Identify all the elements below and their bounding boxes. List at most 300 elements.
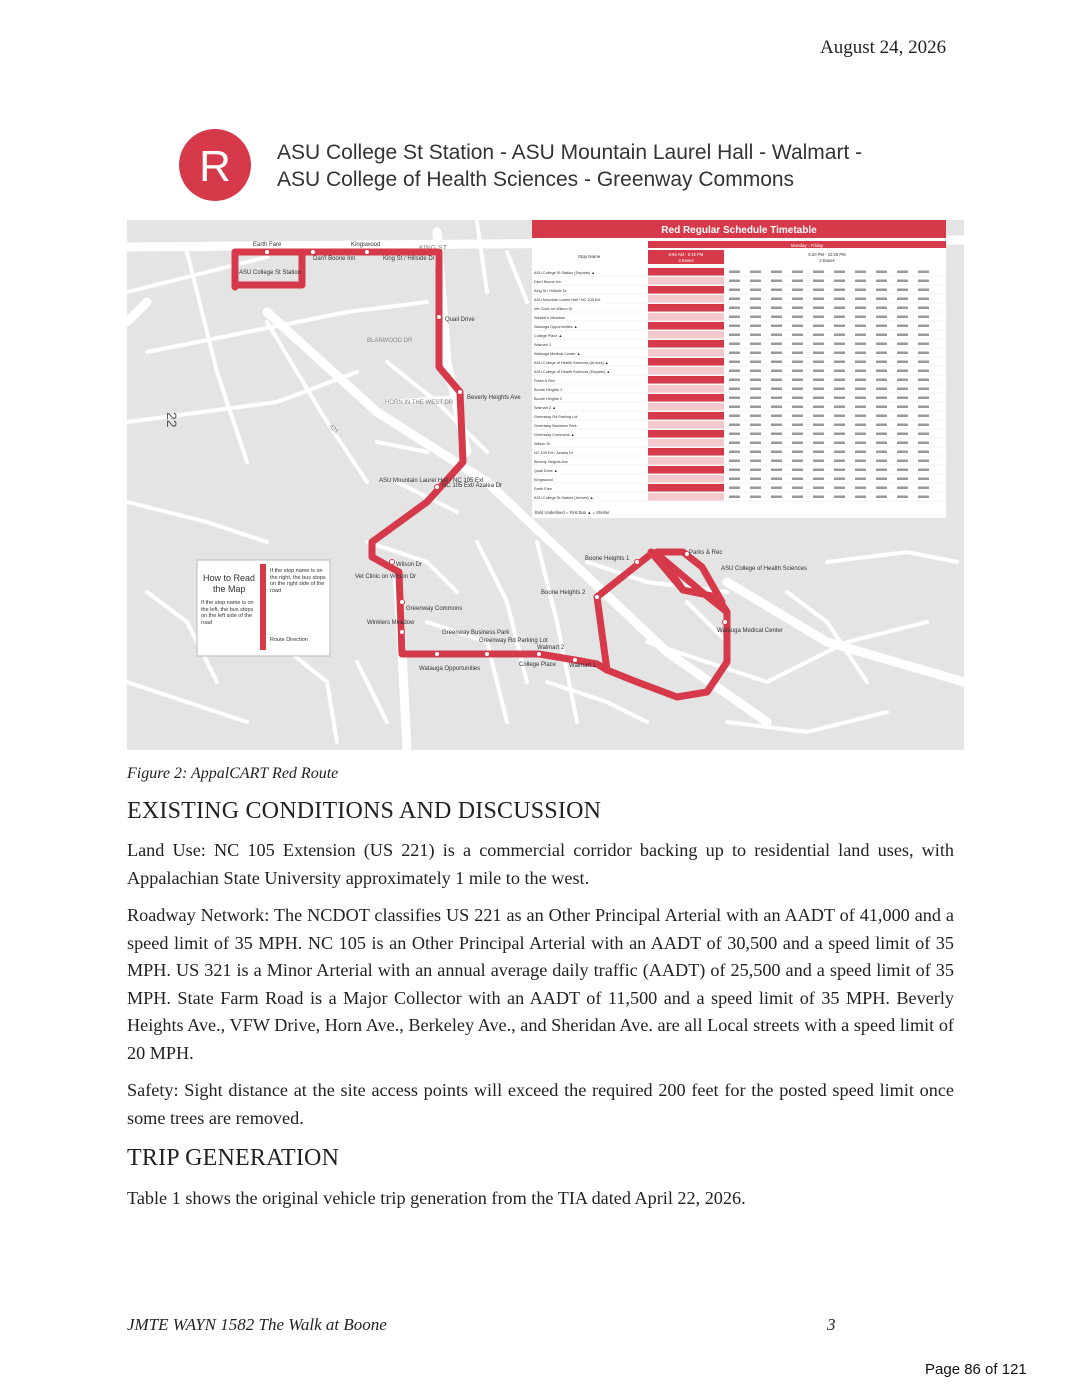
timetable-time-cell	[750, 442, 761, 445]
map-label-beverly-heights: Beverly Heights Ave	[467, 395, 521, 401]
timetable-stop-name: Watauga Opportunities ▲	[534, 325, 578, 329]
timetable-period1-cell	[648, 493, 724, 501]
timetable-time-cell	[750, 271, 761, 274]
timetable-time-cell	[813, 424, 824, 427]
timetable-time-cell	[792, 352, 803, 355]
timetable-time-cell	[834, 361, 845, 364]
timetable-time-cell	[918, 352, 929, 355]
timetable-time-cell	[771, 397, 782, 400]
timetable-stop-name: King St / Hillside Dr	[534, 289, 567, 293]
timetable-time-cell	[750, 424, 761, 427]
route-title-line1: ASU College St Station - ASU Mountain Laurel Hall - Walmart -	[277, 141, 863, 164]
timetable-time-cell	[792, 496, 803, 499]
route-map	[127, 220, 964, 750]
map-label-boone-heights2: Boone Heights 2	[541, 590, 586, 596]
timetable-time-cell	[750, 361, 761, 364]
timetable-time-cell	[771, 406, 782, 409]
timetable-time-cell	[792, 388, 803, 391]
timetable-time-cell	[855, 289, 866, 292]
timetable-time-cell	[855, 424, 866, 427]
timetable-time-cell	[792, 271, 803, 274]
timetable-time-cell	[792, 460, 803, 463]
timetable-period1-cell	[648, 268, 724, 276]
timetable-time-cell	[897, 478, 908, 481]
timetable-time-cell	[813, 289, 824, 292]
timetable-period1-cell	[648, 313, 724, 321]
timetable-time-cell	[897, 424, 908, 427]
timetable-time-cell	[792, 433, 803, 436]
timetable-time-cell	[729, 325, 740, 328]
timetable-period1-cell	[648, 457, 724, 465]
timetable-period1-cell	[648, 484, 724, 492]
timetable-time-cell	[792, 451, 803, 454]
timetable-time-cell	[813, 316, 824, 319]
timetable-time-cell	[729, 415, 740, 418]
timetable-time-cell	[813, 478, 824, 481]
timetable-time-cell	[834, 388, 845, 391]
timetable-time-cell	[855, 298, 866, 301]
timetable-time-cell	[834, 469, 845, 472]
timetable-time-cell	[834, 343, 845, 346]
timetable-time-cell	[729, 478, 740, 481]
document-date: August 24, 2026	[820, 37, 947, 58]
timetable-time-cell	[918, 442, 929, 445]
timetable-time-cell	[876, 298, 887, 301]
timetable-time-cell	[855, 496, 866, 499]
timetable-period1-cell	[648, 466, 724, 474]
timetable-time-cell	[771, 469, 782, 472]
timetable-time-cell	[897, 388, 908, 391]
timetable-time-cell	[834, 379, 845, 382]
stop-name-header: Stop Name	[577, 254, 601, 259]
timetable-time-cell	[918, 397, 929, 400]
timetable-time-cell	[876, 442, 887, 445]
timetable-stop-name: Vet Clinic on Wilson Dr	[534, 307, 573, 311]
map-label-greenway-commons: Greenway Commons	[406, 606, 463, 612]
timetable-period1-cell	[648, 331, 724, 339]
timetable-period1-cell	[648, 394, 724, 402]
trip-generation-paragraph: Table 1 shows the original vehicle trip generation from the TIA dated April 22, 2026.	[127, 1188, 746, 1208]
timetable-period1-cell	[648, 448, 724, 456]
timetable-time-cell	[897, 460, 908, 463]
timetable-time-cell	[750, 415, 761, 418]
legend-right-text: If the stop name is on the right, the bus stops on the right side of the road	[270, 568, 326, 594]
timetable-title: Red Regular Schedule Timetable	[661, 225, 817, 236]
timetable-time-cell	[813, 298, 824, 301]
map-label-wilson-dr: Wilson Dr	[396, 562, 423, 568]
route-title-line2: ASU College of Health Sciences - Greenway Commons	[277, 168, 795, 191]
timetable-time-cell	[771, 298, 782, 301]
map-label-watauga-opportunities: Watauga Opportunities	[419, 666, 481, 672]
timetable-time-cell	[897, 352, 908, 355]
timetable-time-cell	[729, 388, 740, 391]
map-label-walmart1: Walmart 1	[569, 663, 597, 669]
timetable-period1-cell	[648, 358, 724, 366]
timetable-time-cell	[918, 415, 929, 418]
timetable-days: Monday - Friday	[790, 243, 824, 248]
timetable-time-cell	[897, 442, 908, 445]
timetable-time-cell	[729, 442, 740, 445]
road-label-22: 22	[164, 412, 180, 428]
timetable-period1-cell	[648, 322, 724, 330]
road-label-blanwood: BLANWOOD DR	[367, 338, 413, 344]
timetable-time-cell	[918, 451, 929, 454]
timetable-time-cell	[876, 316, 887, 319]
timetable-time-cell	[792, 478, 803, 481]
timetable-time-cell	[918, 280, 929, 283]
timetable-time-cell	[834, 415, 845, 418]
period2-label: 6:20 PM - 10:25 PM	[808, 252, 846, 257]
timetable-time-cell	[750, 460, 761, 463]
timetable-time-cell	[834, 370, 845, 373]
timetable-time-cell	[855, 370, 866, 373]
period1-buses: 3 Buses	[678, 258, 694, 263]
timetable-time-cell	[897, 433, 908, 436]
timetable-time-cell	[855, 388, 866, 391]
timetable-time-cell	[855, 352, 866, 355]
timetable-time-cell	[771, 388, 782, 391]
timetable-time-cell	[813, 388, 824, 391]
timetable-time-cell	[855, 325, 866, 328]
timetable-stop-name: Beverly Heights Ave	[534, 460, 568, 464]
timetable-time-cell	[834, 298, 845, 301]
timetable-time-cell	[813, 487, 824, 490]
timetable-period1-cell	[648, 295, 724, 303]
timetable-time-cell	[855, 379, 866, 382]
map-label-college-place: College Place	[519, 662, 557, 668]
timetable-time-cell	[834, 334, 845, 337]
map-label-vet-clinic: Vet Clinic on Wilson Dr	[355, 574, 417, 580]
timetable-time-cell	[729, 361, 740, 364]
timetable-time-cell	[771, 334, 782, 337]
timetable-time-cell	[834, 496, 845, 499]
timetable-time-cell	[897, 451, 908, 454]
timetable-time-cell	[834, 352, 845, 355]
timetable-time-cell	[750, 433, 761, 436]
timetable-stop-name: Walmart 2 ▲	[534, 406, 556, 410]
timetable-stop-name: Dan'l Boone Inn	[534, 280, 561, 284]
road-label-horn-west: HORN IN THE WEST DR	[385, 400, 454, 406]
timetable-period1-cell	[648, 277, 724, 285]
map-label-king-hillside: King St / Hillside Dr	[383, 256, 435, 262]
timetable-time-cell	[897, 343, 908, 346]
timetable-time-cell	[813, 442, 824, 445]
timetable-time-cell	[834, 316, 845, 319]
timetable-time-cell	[834, 271, 845, 274]
timetable-time-cell	[834, 487, 845, 490]
timetable-time-cell	[876, 271, 887, 274]
timetable-time-cell	[729, 334, 740, 337]
timetable-period1-cell	[648, 376, 724, 384]
timetable-time-cell	[729, 469, 740, 472]
timetable-time-cell	[876, 406, 887, 409]
timetable-time-cell	[750, 307, 761, 310]
timetable-time-cell	[876, 433, 887, 436]
timetable-time-cell	[792, 406, 803, 409]
timetable-time-cell	[918, 478, 929, 481]
timetable-stop-name: ASU College of Health Sciences (Departs) ▲	[534, 370, 611, 374]
timetable-time-cell	[750, 352, 761, 355]
timetable-time-cell	[855, 451, 866, 454]
timetable-time-cell	[729, 343, 740, 346]
timetable-time-cell	[750, 343, 761, 346]
timetable-time-cell	[750, 370, 761, 373]
timetable-time-cell	[876, 451, 887, 454]
timetable-time-cell	[813, 496, 824, 499]
timetable-period1-cell	[648, 304, 724, 312]
timetable-stop-name: Greenway Commons ▲	[534, 433, 575, 437]
period2-buses: 2 Buses	[819, 258, 835, 263]
timetable-time-cell	[771, 451, 782, 454]
timetable-time-cell	[897, 334, 908, 337]
timetable-time-cell	[834, 325, 845, 328]
timetable-time-cell	[813, 334, 824, 337]
timetable-stop-name: Greenway Business Park	[534, 424, 577, 428]
timetable-time-cell	[792, 343, 803, 346]
legend-title-line1: How to Read	[203, 573, 256, 583]
timetable-time-cell	[771, 280, 782, 283]
timetable-stop-name: Boone Heights 2	[534, 397, 563, 401]
timetable-time-cell	[834, 433, 845, 436]
timetable-time-cell	[792, 325, 803, 328]
figure-caption: Figure 2: AppalCART Red Route	[127, 765, 339, 782]
timetable-time-cell	[813, 433, 824, 436]
footer-page-number: 3	[827, 1315, 836, 1334]
timetable	[532, 220, 946, 518]
timetable-time-cell	[897, 271, 908, 274]
timetable-time-cell	[792, 415, 803, 418]
timetable-time-cell	[750, 406, 761, 409]
legend-title-line2: the Map	[213, 584, 246, 594]
timetable-time-cell	[918, 316, 929, 319]
timetable-time-cell	[918, 406, 929, 409]
timetable-time-cell	[792, 289, 803, 292]
timetable-time-cell	[813, 307, 824, 310]
timetable-time-cell	[750, 469, 761, 472]
legend-route-bar	[260, 564, 266, 650]
route-map-figure	[127, 122, 964, 750]
timetable-stop-name: Greenway Rd Parking Lot	[534, 415, 578, 419]
map-label-greenway-business: Greenway Business Park	[442, 630, 510, 636]
timetable-time-cell	[918, 388, 929, 391]
timetable-time-cell	[771, 415, 782, 418]
timetable-time-cell	[897, 487, 908, 490]
timetable-time-cell	[897, 379, 908, 382]
timetable-time-cell	[813, 361, 824, 364]
timetable-stop-name: ASU College St Station (Arrives) ▲	[534, 496, 594, 500]
timetable-time-cell	[771, 478, 782, 481]
timetable-time-cell	[897, 496, 908, 499]
timetable-time-cell	[897, 469, 908, 472]
timetable-time-cell	[771, 343, 782, 346]
timetable-time-cell	[855, 487, 866, 490]
timetable-time-cell	[771, 352, 782, 355]
timetable-time-cell	[918, 433, 929, 436]
timetable-stop-name: College Place ▲	[534, 334, 563, 338]
timetable-time-cell	[876, 361, 887, 364]
timetable-period1-cell	[648, 403, 724, 411]
timetable-time-cell	[876, 343, 887, 346]
timetable-time-cell	[813, 280, 824, 283]
timetable-time-cell	[813, 379, 824, 382]
timetable-time-cell	[729, 289, 740, 292]
timetable-time-cell	[834, 406, 845, 409]
timetable-time-cell	[834, 478, 845, 481]
timetable-time-cell	[918, 307, 929, 310]
timetable-time-cell	[855, 478, 866, 481]
map-label-earth-fare: Earth Fare	[253, 242, 282, 248]
timetable-time-cell	[876, 352, 887, 355]
timetable-time-cell	[855, 469, 866, 472]
timetable-time-cell	[729, 271, 740, 274]
timetable-stop-name: Earth Fare	[534, 487, 552, 491]
timetable-time-cell	[813, 469, 824, 472]
timetable-time-cell	[813, 415, 824, 418]
timetable-period1-cell	[648, 367, 724, 375]
map-label-kingswood: Kingswood	[351, 242, 381, 248]
timetable-time-cell	[897, 289, 908, 292]
timetable-time-cell	[771, 289, 782, 292]
timetable-time-cell	[771, 487, 782, 490]
map-label-winklers-meadow: Winklers Meadow	[367, 620, 415, 626]
timetable-time-cell	[792, 469, 803, 472]
timetable-time-cell	[918, 298, 929, 301]
legend-direction: Route Direction	[270, 637, 308, 643]
timetable-time-cell	[729, 451, 740, 454]
timetable-time-cell	[834, 397, 845, 400]
timetable-time-cell	[729, 316, 740, 319]
timetable-stop-name: Wilson Dr	[534, 442, 551, 446]
timetable-time-cell	[876, 460, 887, 463]
timetable-time-cell	[813, 271, 824, 274]
timetable-time-cell	[792, 334, 803, 337]
map-label-mountain-laurel: ASU Mountain Laurel Hall / NC 105 Ext	[379, 478, 484, 484]
timetable-time-cell	[771, 442, 782, 445]
timetable-time-cell	[729, 370, 740, 373]
timetable-time-cell	[750, 379, 761, 382]
timetable-time-cell	[855, 433, 866, 436]
timetable-time-cell	[834, 460, 845, 463]
timetable-period1-cell	[648, 340, 724, 348]
timetable-time-cell	[918, 469, 929, 472]
map-label-boone-heights1: Boone Heights 1	[585, 556, 630, 562]
timetable-time-cell	[918, 487, 929, 490]
timetable-time-cell	[792, 379, 803, 382]
timetable-time-cell	[813, 325, 824, 328]
road-label-king-st: KING ST	[419, 245, 448, 252]
timetable-period1-cell	[648, 439, 724, 447]
map-label-nc105-azalea: NC 105 Ext/ Azalea Dr	[442, 483, 503, 489]
timetable-time-cell	[771, 361, 782, 364]
timetable-stop-name: Watauga Medical Center ▲	[534, 352, 581, 356]
timetable-time-cell	[750, 334, 761, 337]
map-label-parks-rec: Parks & Rec	[689, 550, 723, 556]
timetable-time-cell	[897, 298, 908, 301]
timetable-time-cell	[918, 271, 929, 274]
timetable-time-cell	[771, 379, 782, 382]
timetable-time-cell	[855, 415, 866, 418]
legend-left-text: If the stop name is on the left, the bus stops on the left side of the road	[201, 600, 254, 626]
timetable-time-cell	[771, 424, 782, 427]
timetable-stop-name: NC 105 Ext / Azalea Dr	[534, 451, 574, 455]
timetable-time-cell	[771, 460, 782, 463]
timetable-time-cell	[729, 487, 740, 490]
timetable-stop-name: Boone Heights 1	[534, 388, 563, 392]
timetable-time-cell	[729, 496, 740, 499]
timetable-time-cell	[750, 478, 761, 481]
timetable-stop-name: Kingswood	[534, 478, 553, 482]
timetable-period1-cell	[648, 421, 724, 429]
timetable-time-cell	[876, 478, 887, 481]
timetable-time-cell	[813, 460, 824, 463]
timetable-stop-name: ASU Mountain Laurel Hall / NC 105 Ext	[534, 298, 601, 302]
timetable-time-cell	[876, 289, 887, 292]
timetable-time-cell	[897, 370, 908, 373]
timetable-period1-cell	[648, 430, 724, 438]
timetable-time-cell	[918, 334, 929, 337]
timetable-period1-cell	[648, 412, 724, 420]
safety-paragraph: Safety: Sight distance at the site access points will exceed the required 200 feet for the posted speed limit once some trees are removed.	[127, 1080, 954, 1128]
timetable-period1-cell	[648, 475, 724, 483]
timetable-time-cell	[855, 397, 866, 400]
timetable-time-cell	[897, 397, 908, 400]
timetable-time-cell	[855, 442, 866, 445]
roadway-network-paragraph: Roadway Network: The NCDOT classifies US 221 as an Other Principal Arterial with an AADT of 41,000 and a speed limit of 35 MPH. NC 105 is an Other Principal Arterial with an AADT of 30,500 and a speed limit of 35 MPH. US 321 is a Minor Arterial with an annual average daily traffic (AADT) of 25,500 and a speed limit of 35 MPH. State Farm Road is a Major Collector with an AADT of 11,500 and a speed limit of 35 MPH. Beverly Heights Ave., VFW Drive, Horn Ave., Berkeley Ave., and Sheridan Ave. are all Local streets with a speed limit of 20 MPH.	[127, 905, 954, 1063]
timetable-time-cell	[876, 307, 887, 310]
timetable-time-cell	[813, 343, 824, 346]
timetable-time-cell	[729, 406, 740, 409]
timetable-time-cell	[918, 424, 929, 427]
timetable-time-cell	[771, 307, 782, 310]
timetable-time-cell	[750, 298, 761, 301]
timetable-time-cell	[792, 370, 803, 373]
timetable-time-cell	[855, 406, 866, 409]
existing-conditions-heading: EXISTING CONDITIONS AND DISCUSSION	[127, 798, 602, 824]
map-label-quail-drive: Quail Drive	[445, 317, 475, 323]
timetable-time-cell	[792, 316, 803, 319]
timetable-time-cell	[855, 460, 866, 463]
timetable-time-cell	[876, 280, 887, 283]
timetable-time-cell	[729, 424, 740, 427]
timetable-stop-name: Walmart 1	[534, 343, 552, 347]
timetable-time-cell	[813, 397, 824, 400]
timetable-time-cell	[834, 289, 845, 292]
timetable-time-cell	[729, 280, 740, 283]
timetable-time-cell	[792, 307, 803, 310]
timetable-time-cell	[834, 280, 845, 283]
map-label-dan-boone: Dan'l Boone Inn	[313, 256, 356, 262]
timetable-time-cell	[855, 361, 866, 364]
timetable-time-cell	[771, 433, 782, 436]
timetable-time-cell	[813, 406, 824, 409]
map-legend	[197, 560, 330, 656]
timetable-time-cell	[897, 280, 908, 283]
timetable-time-cell	[918, 496, 929, 499]
timetable-time-cell	[897, 325, 908, 328]
timetable-time-cell	[750, 496, 761, 499]
timetable-time-cell	[876, 469, 887, 472]
timetable-time-cell	[750, 325, 761, 328]
timetable-period1-cell	[648, 286, 724, 294]
timetable-time-cell	[876, 397, 887, 400]
timetable-note: Bold Underlined = First Bus ▲ = Shelter	[535, 510, 610, 515]
timetable-time-cell	[792, 397, 803, 400]
timetable-time-cell	[918, 379, 929, 382]
page-count: Page 86 of 121	[925, 1361, 1027, 1378]
map-label-health-sciences: ASU College of Health Sciences	[721, 566, 808, 572]
timetable-time-cell	[855, 334, 866, 337]
timetable-time-cell	[729, 298, 740, 301]
